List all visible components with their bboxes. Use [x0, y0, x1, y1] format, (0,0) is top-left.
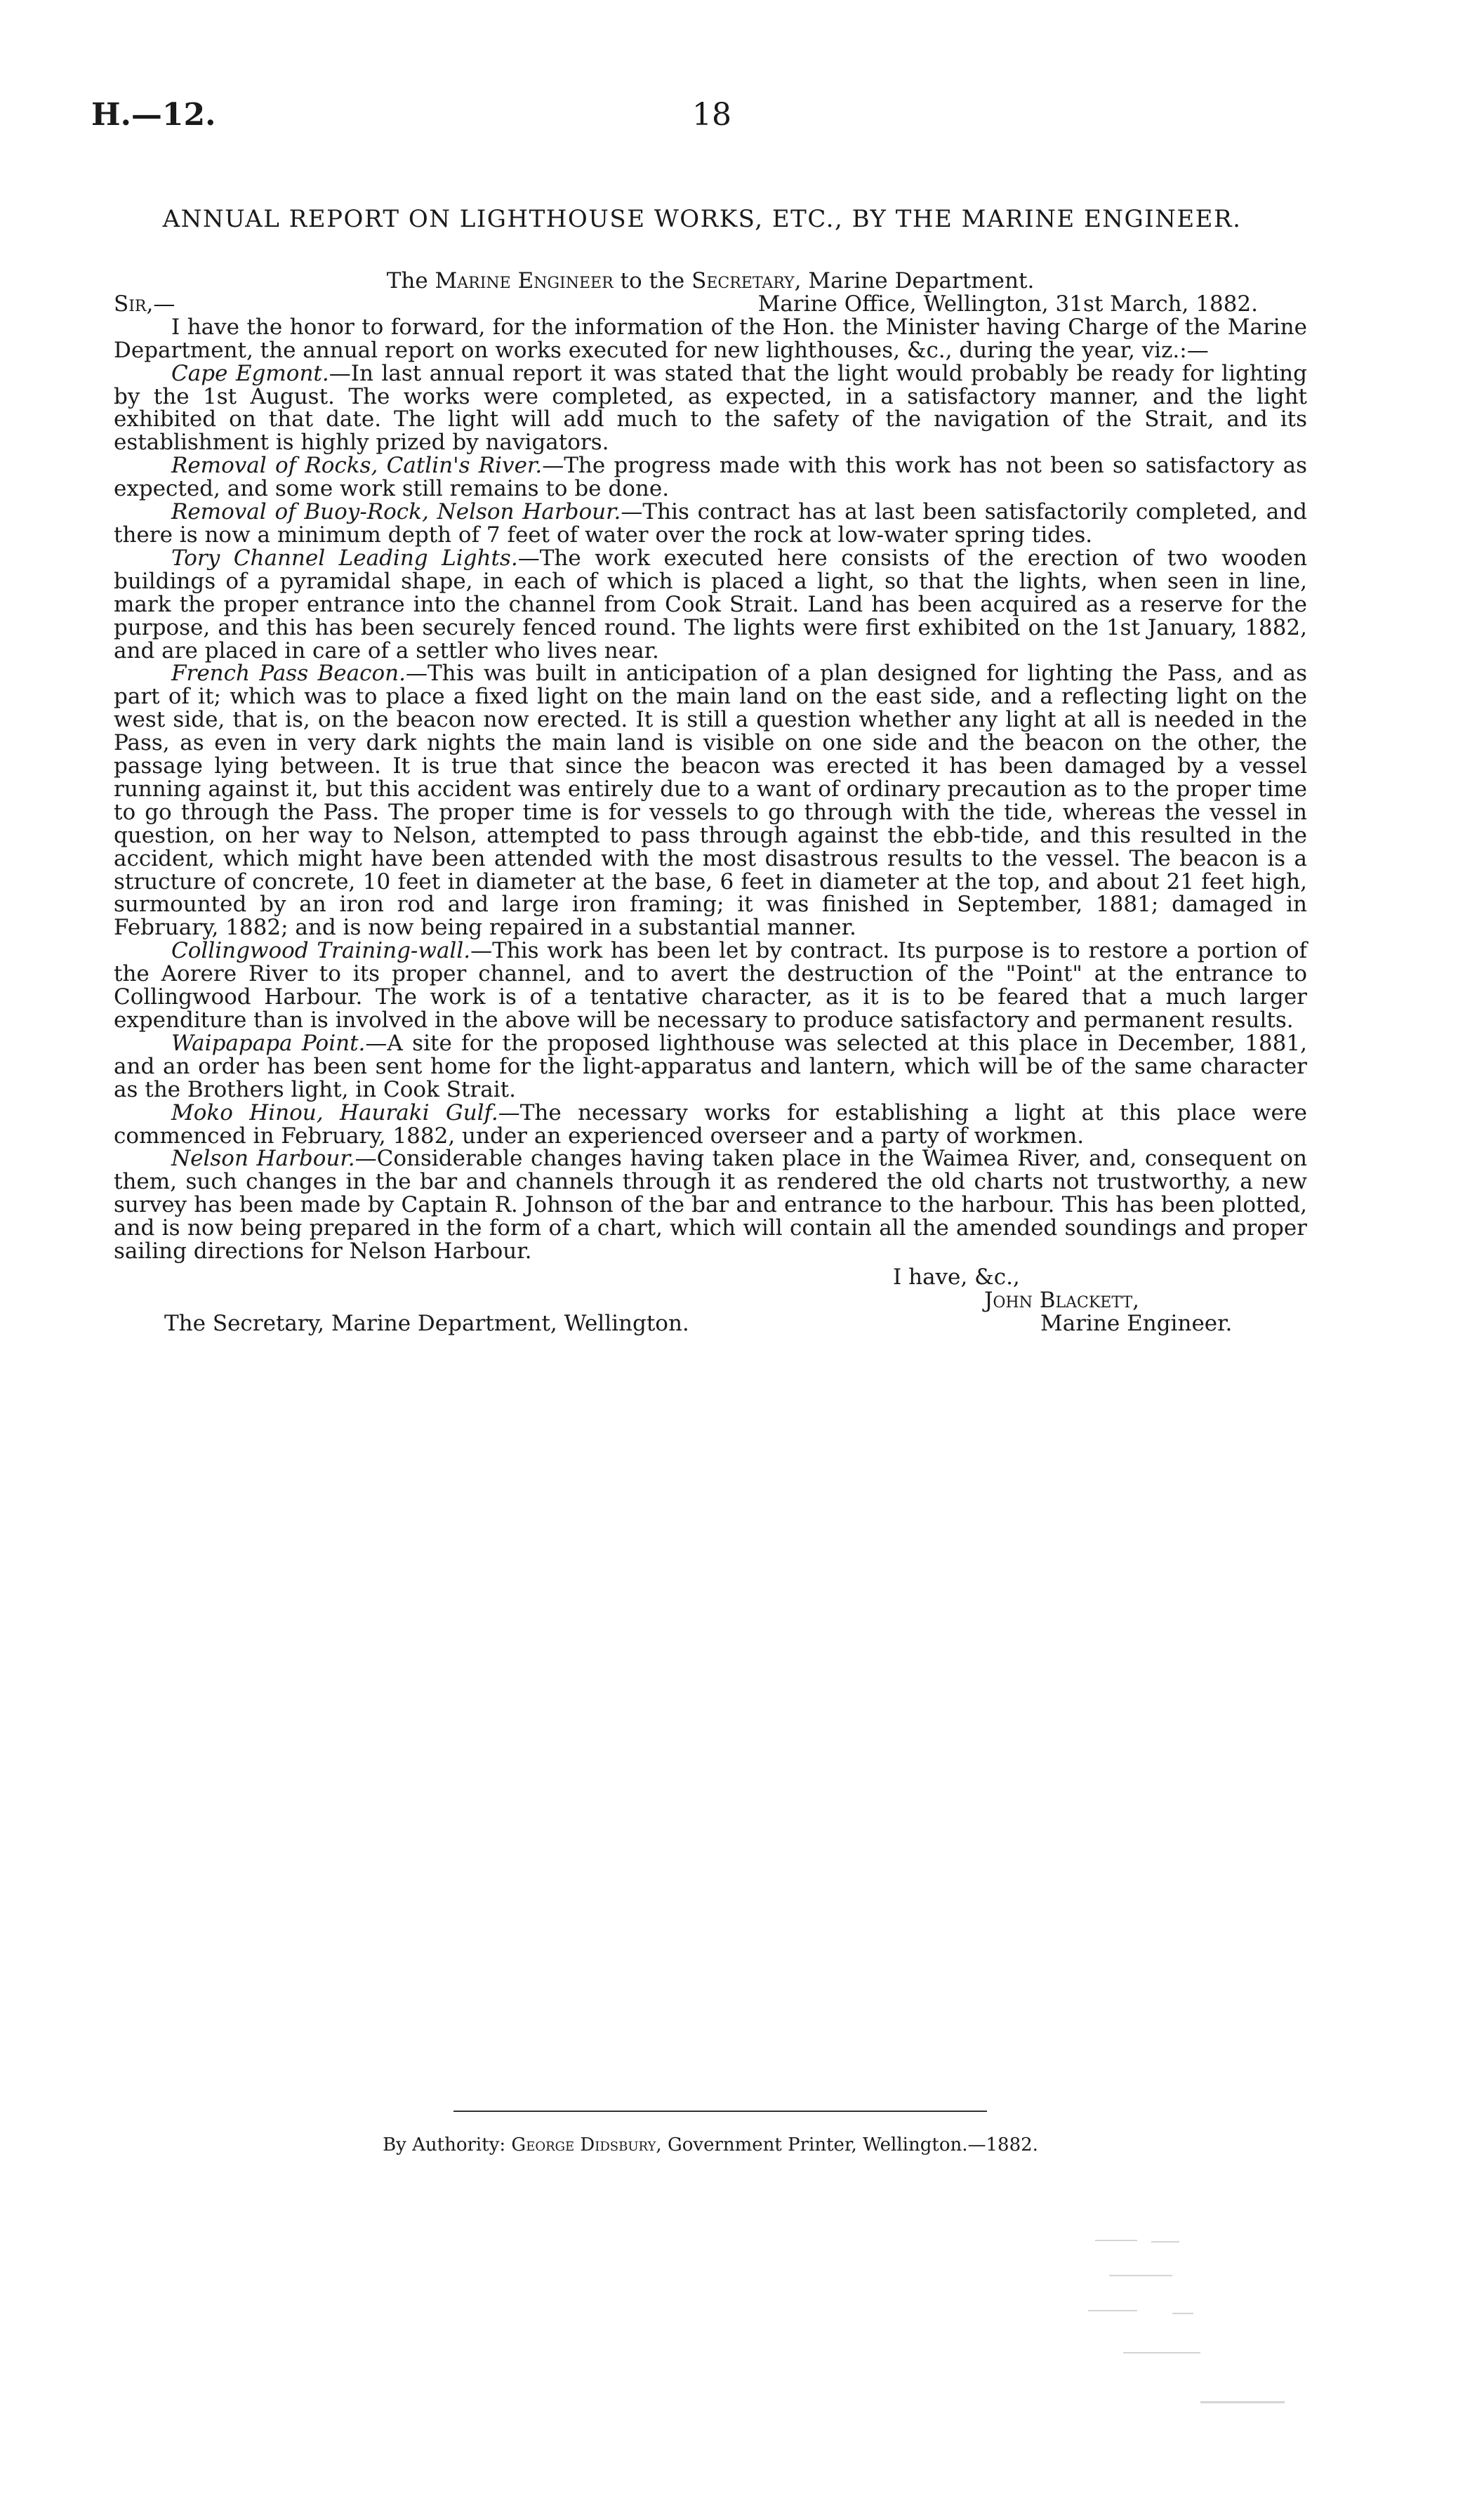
sender: Marine Engineer	[435, 268, 614, 293]
section-moko-hinou: Moko Hinou, Hauraki Gulf.—The necessary works for establishing a light at this place were commenced in February, 1882, under an experienced overseer and a party of workmen.	[114, 1100, 1307, 1149]
closing: I have, &c.,	[893, 1264, 1020, 1290]
section-heading: Nelson Harbour.	[171, 1146, 355, 1172]
document-reference: H.—12.	[91, 97, 216, 133]
section-buoy-rock: Removal of Buoy-Rock, Nelson Harbour.—This contract has at last been satisfactorily completed, and there is now a minimum depth of 7 feet of water over the rock at low-water spring tides.	[114, 499, 1308, 548]
section-tory-channel: Tory Channel Leading Lights.—The work executed here consists of the erection of two wooden buildings of a pyramidal shape, in each of which is placed a light, so that the lights, when seen in line, mark the proper entrance into the channel from Cook Strait. Land has been acquired as a reserve for the purpose, and this has been securely fenced round. The lights were first exhibited on the 1st January, 1882, and are placed in care of a settler who lives near.	[114, 545, 1307, 663]
salutation: Sir,—	[114, 291, 175, 317]
printer-imprint: By Authority: George Didsbury, Government Printer, Wellington.—1882.	[383, 2134, 1038, 2155]
section-heading: Removal of Buoy-Rock, Nelson Harbour.	[171, 499, 621, 525]
salutation-row	[114, 293, 1307, 316]
section-heading: Removal of Rocks, Catlin's River.	[171, 453, 543, 479]
section-nelson-harbour: Nelson Harbour.—Considerable changes having taken place in the Waimea River, and, consequent on them, such changes in the bar and channels through it as rendered the old charts not trustworthy, a new survey has been made by Captain R. Johnson of the bar and entrance to the harbour. This has been plotted, and is now being prepared in the form of a chart, which will contain all the amended soundings and proper sailing directions for Nelson Harbour.	[114, 1146, 1307, 1264]
page-header	[91, 97, 1393, 139]
section-french-pass: French Pass Beacon.—This was built in anticipation of a plan designed for lighting the Pass, and as part of it; which was to place a fixed light on the main land on the east side, and a reflecting light on the west side, that is, on the beacon now erected. It is still a question whether any light at all is needed in the Pass, as even in very dark nights the main land is visible on one side and the beacon on the other, the passage lying between. It is true that since the beacon was erected it has been damaged by a vessel running against it, but this accident was entirely due to a want of ordinary precaution as to the proper time to go through the Pass. The proper time is for vessels to go through with the tide, whereas the vessel in question, on her way to Nelson, attempted to pass through against the ebb-tide, and this resulted in the accident, which might have been attended with the most disastrous results to the vessel. The beacon is a structure of concrete, 10 feet in diameter at the base, 6 feet in diameter at the top, and about 21 feet high, surmounted by an iron rod and large iron framing; it was finished in September, 1881; damaged in February, 1882; and is now being repaired in a substantial manner.	[114, 661, 1307, 941]
section-heading: Collingwood Training-wall.	[171, 938, 471, 964]
signatory-title: Marine Engineer.	[1040, 1310, 1233, 1336]
section-waipapapa: Waipapapa Point.—A site for the proposed lighthouse was selected at this place in December, 1881, and an order has been sent home for the light-apparatus and lantern, which will be of the same character as the Brothers light, in Cook Strait.	[114, 1030, 1307, 1102]
section-heading: Waipapapa Point.	[171, 1030, 366, 1056]
recipient: Secretary	[691, 268, 795, 293]
signature-block	[114, 1266, 1307, 1335]
signatory-name: John Blackett,	[984, 1287, 1139, 1313]
printer-name: George Didsbury	[511, 2134, 656, 2155]
addressee: The Secretary, Marine Department, Wellington.	[164, 1310, 689, 1336]
section-cape-egmont: Cape Egmont.—In last annual report it was stated that the light would probably be ready for lighting by the 1st August. The works were completed, as expected, in a satisfactory manner, and the light exhibited on that date. The light will add much to the safety of the navigation of the Strait, and its establishment is highly prized by navigators.	[114, 360, 1307, 456]
letter-body	[114, 270, 1307, 1335]
place-date: Marine Office, Wellington, 31st March, 1882.	[757, 291, 1258, 317]
address-line: The Marine Engineer to the Secretary, Marine Department.	[386, 268, 1035, 293]
section-catlins-river: Removal of Rocks, Catlin's River.—The progress made with this work has not been so satisfactory as expected, and some work still remains to be done.	[114, 453, 1307, 502]
section-heading: French Pass Beacon.	[171, 661, 406, 687]
page-number: 18	[692, 97, 731, 133]
show-through-marks	[1067, 2226, 1320, 2422]
intro-paragraph: I have the honor to forward, for the information of the Hon. the Minister having Charge of the Marine Department, the annual report on works executed for new lighthouses, &c., during the year, viz.:—	[114, 314, 1307, 363]
paper-show-through	[1067, 2226, 1320, 2422]
section-collingwood: Collingwood Training-wall.—This work has been let by contract. Its purpose is to restore a portion of the Aorere River to its proper channel, and to avert the destruction of the "Point" at the entrance to Collingwood Harbour. The work is of a tentative character, as it is to be feared that a much larger expenditure than is involved in the above will be necessary to produce satisfactory and permanent results.	[114, 938, 1307, 1033]
section-heading: Moko Hinou, Hauraki Gulf.	[171, 1100, 498, 1125]
report-title: ANNUAL REPORT ON LIGHTHOUSE WORKS, ETC., BY THE MARINE ENGINEER.	[162, 205, 1242, 233]
section-heading: Cape Egmont.	[171, 360, 329, 386]
section-heading: Tory Channel Leading Lights.	[171, 545, 518, 571]
divider-rule	[453, 2111, 987, 2112]
